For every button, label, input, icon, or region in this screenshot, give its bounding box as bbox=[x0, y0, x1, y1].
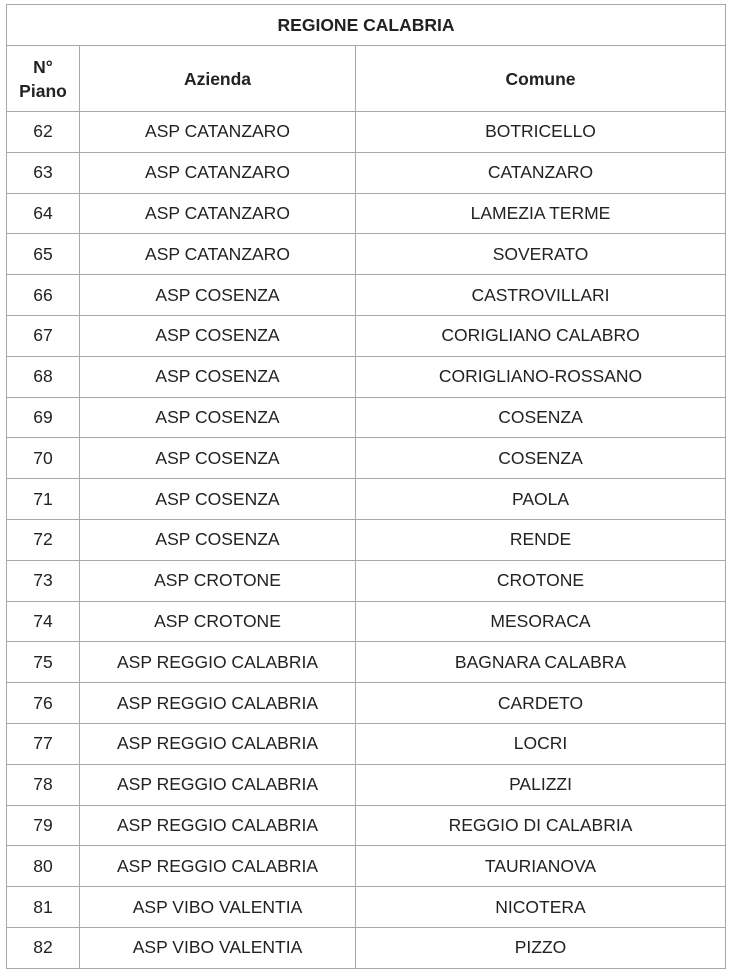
cell-comune: BAGNARA CALABRA bbox=[356, 642, 726, 683]
header-comune: Comune bbox=[356, 46, 726, 112]
table-row bbox=[7, 234, 726, 275]
table-row bbox=[7, 315, 726, 356]
table-row bbox=[7, 152, 726, 193]
cell-comune: PIZZO bbox=[356, 927, 726, 968]
cell-comune: CATANZARO bbox=[356, 152, 726, 193]
cell-comune: PALIZZI bbox=[356, 764, 726, 805]
cell-azienda: ASP CATANZARO bbox=[80, 193, 356, 234]
table-row bbox=[7, 112, 726, 153]
cell-num-piano: 75 bbox=[7, 642, 80, 683]
table-row bbox=[7, 846, 726, 887]
cell-azienda: ASP CROTONE bbox=[80, 560, 356, 601]
cell-comune: COSENZA bbox=[356, 438, 726, 479]
cell-num-piano: 78 bbox=[7, 764, 80, 805]
table-row bbox=[7, 560, 726, 601]
cell-num-piano: 76 bbox=[7, 683, 80, 724]
cell-azienda: ASP CATANZARO bbox=[80, 152, 356, 193]
cell-comune: CARDETO bbox=[356, 683, 726, 724]
table-container bbox=[6, 4, 726, 969]
cell-comune: CASTROVILLARI bbox=[356, 275, 726, 316]
cell-comune: MESORACA bbox=[356, 601, 726, 642]
cell-comune: PAOLA bbox=[356, 479, 726, 520]
cell-comune: SOVERATO bbox=[356, 234, 726, 275]
cell-num-piano: 81 bbox=[7, 887, 80, 928]
header-azienda: Azienda bbox=[80, 46, 356, 112]
cell-num-piano: 68 bbox=[7, 356, 80, 397]
cell-azienda: ASP COSENZA bbox=[80, 356, 356, 397]
header-num-line1: N° bbox=[33, 56, 53, 77]
cell-num-piano: 62 bbox=[7, 112, 80, 153]
cell-azienda: ASP REGGIO CALABRIA bbox=[80, 846, 356, 887]
cell-azienda: ASP REGGIO CALABRIA bbox=[80, 805, 356, 846]
cell-num-piano: 66 bbox=[7, 275, 80, 316]
cell-azienda: ASP COSENZA bbox=[80, 397, 356, 438]
cell-num-piano: 82 bbox=[7, 927, 80, 968]
cell-azienda: ASP CROTONE bbox=[80, 601, 356, 642]
table-row bbox=[7, 642, 726, 683]
cell-comune: RENDE bbox=[356, 519, 726, 560]
cell-comune: CORIGLIANO-ROSSANO bbox=[356, 356, 726, 397]
cell-comune: REGGIO DI CALABRIA bbox=[356, 805, 726, 846]
cell-num-piano: 79 bbox=[7, 805, 80, 846]
header-num-piano bbox=[7, 46, 80, 112]
cell-azienda: ASP COSENZA bbox=[80, 438, 356, 479]
cell-num-piano: 67 bbox=[7, 315, 80, 356]
cell-azienda: ASP COSENZA bbox=[80, 315, 356, 356]
header-num-line2: Piano bbox=[19, 80, 67, 101]
cell-num-piano: 70 bbox=[7, 438, 80, 479]
table-row bbox=[7, 479, 726, 520]
cell-comune: LAMEZIA TERME bbox=[356, 193, 726, 234]
cell-azienda: ASP REGGIO CALABRIA bbox=[80, 723, 356, 764]
cell-azienda: ASP COSENZA bbox=[80, 275, 356, 316]
table-row bbox=[7, 438, 726, 479]
table-row bbox=[7, 193, 726, 234]
cell-num-piano: 77 bbox=[7, 723, 80, 764]
table-row bbox=[7, 275, 726, 316]
table-row bbox=[7, 601, 726, 642]
header-row bbox=[7, 46, 726, 112]
cell-azienda: ASP REGGIO CALABRIA bbox=[80, 642, 356, 683]
cell-num-piano: 80 bbox=[7, 846, 80, 887]
table-row bbox=[7, 764, 726, 805]
table-row bbox=[7, 805, 726, 846]
table-row bbox=[7, 887, 726, 928]
cell-azienda: ASP REGGIO CALABRIA bbox=[80, 683, 356, 724]
cell-num-piano: 72 bbox=[7, 519, 80, 560]
table-title: REGIONE CALABRIA bbox=[7, 5, 726, 46]
cell-comune: CROTONE bbox=[356, 560, 726, 601]
table-row bbox=[7, 683, 726, 724]
cell-comune: NICOTERA bbox=[356, 887, 726, 928]
cell-azienda: ASP CATANZARO bbox=[80, 234, 356, 275]
table-row bbox=[7, 927, 726, 968]
cell-comune: TAURIANOVA bbox=[356, 846, 726, 887]
regione-table bbox=[6, 4, 726, 969]
table-row bbox=[7, 356, 726, 397]
cell-num-piano: 65 bbox=[7, 234, 80, 275]
title-row bbox=[7, 5, 726, 46]
cell-comune: CORIGLIANO CALABRO bbox=[356, 315, 726, 356]
table-row bbox=[7, 519, 726, 560]
cell-azienda: ASP COSENZA bbox=[80, 479, 356, 520]
cell-azienda: ASP CATANZARO bbox=[80, 112, 356, 153]
cell-azienda: ASP VIBO VALENTIA bbox=[80, 927, 356, 968]
cell-comune: LOCRI bbox=[356, 723, 726, 764]
table-body bbox=[7, 112, 726, 969]
cell-comune: COSENZA bbox=[356, 397, 726, 438]
cell-azienda: ASP COSENZA bbox=[80, 519, 356, 560]
cell-num-piano: 64 bbox=[7, 193, 80, 234]
cell-num-piano: 71 bbox=[7, 479, 80, 520]
cell-num-piano: 73 bbox=[7, 560, 80, 601]
cell-comune: BOTRICELLO bbox=[356, 112, 726, 153]
table-row bbox=[7, 397, 726, 438]
table-row bbox=[7, 723, 726, 764]
cell-azienda: ASP REGGIO CALABRIA bbox=[80, 764, 356, 805]
cell-num-piano: 69 bbox=[7, 397, 80, 438]
cell-num-piano: 63 bbox=[7, 152, 80, 193]
cell-num-piano: 74 bbox=[7, 601, 80, 642]
cell-azienda: ASP VIBO VALENTIA bbox=[80, 887, 356, 928]
